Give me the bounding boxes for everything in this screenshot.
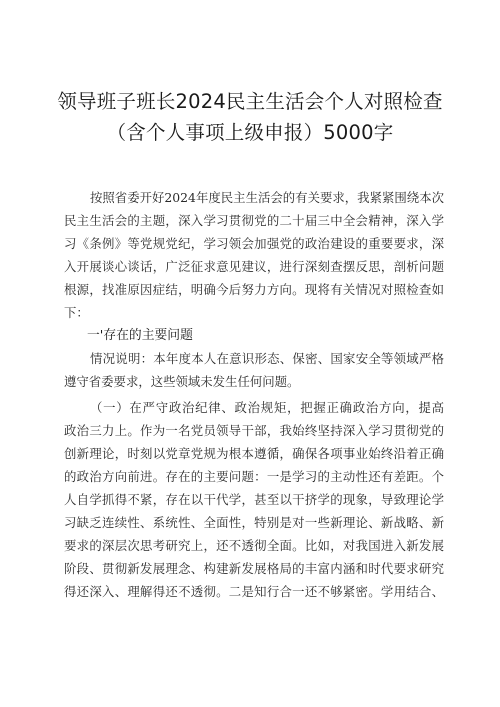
- situation-line: 情况说明：本年度本人在意识形态、保密、国家安全等领域严格: [90, 351, 444, 366]
- body-line: 根源，找准原因症结，明确今后努力方向。现将有关情况对照检查如: [64, 282, 444, 297]
- situation-line: 遵守省委要求，这些领域未发生任何问题。: [64, 374, 300, 389]
- section-heading: 一'存在的主要问题: [87, 328, 193, 343]
- part1-line: （一）在严守政治纪律、政治规矩，把握正确政治方向，提高: [90, 400, 444, 415]
- document-title-line1: 领导班子班长2024民主生活会个人对照检查: [57, 90, 443, 113]
- part1-line: 政治三力上。作为一名党员领导干部，我始终坚持深入学习贯彻党的: [64, 423, 444, 438]
- body-line: 习《条例》等党规党纪，学习领会加强党的政治建设的重要要求，深: [64, 236, 444, 251]
- part1-line: 习缺乏连续性、系统性、全面性，特别是对一些新理论、新战略、新: [64, 515, 444, 530]
- body-line: 民主生活会的主题，深入学习贯彻党的二十届三中全会精神，深入学: [64, 213, 444, 228]
- body-line: 入开展谈心谈话，广泛征求意见建议，进行深刻查摆反思，剖析问题: [64, 259, 444, 274]
- body-line: 按照省委开好2024年度民主生活会的有关要求，我紧紧围绕本次: [90, 190, 444, 205]
- document-title-line2: （含个人事项上级申报）5000字: [106, 121, 394, 144]
- part1-line: 要求的深层次思考研究上，还不透彻全面。比如，对我国进入新发展: [64, 538, 444, 553]
- part1-line: 创新理论，时刻以党章党规为根本遵循，确保各项事业始终沿着正确: [64, 446, 444, 461]
- part1-line: 的政治方向前进。存在的主要问题：一是学习的主动性还有差距。个: [64, 469, 444, 484]
- part1-line: 阶段、贯彻新发展理念、构建新发展格局的丰富内涵和时代要求研究: [64, 561, 444, 576]
- part1-line: 得还深入、理解得还不透彻。二是知行合一还不够紧密。学用结合、: [64, 584, 444, 599]
- body-line: 下：: [64, 305, 89, 320]
- part1-line: 人自学抓得不紧，存在以干代学，甚至以干挤学的现象，导致理论学: [64, 492, 444, 507]
